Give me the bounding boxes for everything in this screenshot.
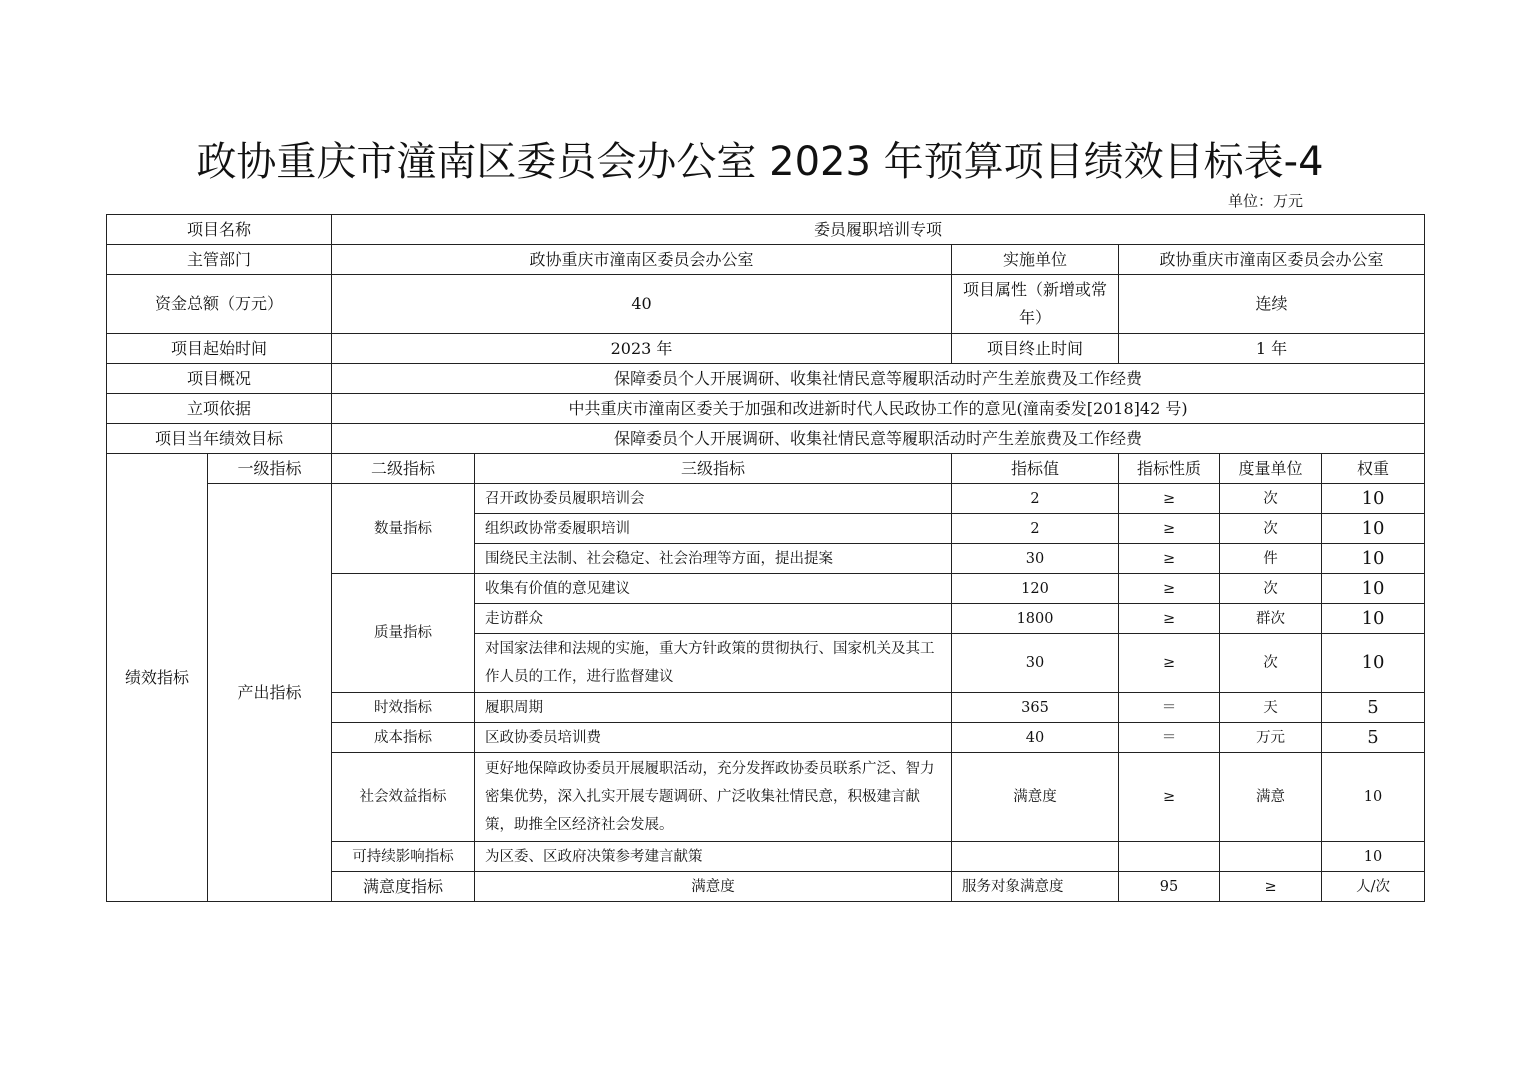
row-unit: 件 bbox=[1220, 544, 1322, 574]
row-value: 30 bbox=[952, 634, 1119, 693]
row-weight: 10 bbox=[1322, 574, 1425, 604]
period-row bbox=[107, 334, 1425, 364]
header-level3: 三级指标 bbox=[475, 454, 952, 484]
row-desc: 履职周期 bbox=[475, 693, 952, 723]
row-unit: 天 bbox=[1220, 693, 1322, 723]
end-label: 项目终止时间 bbox=[952, 334, 1119, 364]
project-name-value: 委员履职培训专项 bbox=[332, 215, 1425, 245]
impl-value: 政协重庆市潼南区委员会办公室 bbox=[1119, 245, 1425, 275]
basis-row bbox=[107, 394, 1425, 424]
fund-label: 资金总额（万元） bbox=[107, 275, 332, 334]
row-nature bbox=[1119, 842, 1220, 872]
row-nature: ≥ bbox=[1119, 753, 1220, 842]
attr-value: 连续 bbox=[1119, 275, 1425, 334]
row-weight: 10 bbox=[1322, 753, 1425, 842]
attr-label: 项目属性（新增或常年） bbox=[952, 275, 1119, 334]
dept-value: 政协重庆市潼南区委员会办公室 bbox=[332, 245, 952, 275]
basis-value: 中共重庆市潼南区委关于加强和改进新时代人民政协工作的意见(潼南委发[2018]42 号) bbox=[332, 394, 1425, 424]
row-unit: 次 bbox=[1220, 574, 1322, 604]
row-unit: 人/次 bbox=[1322, 872, 1425, 902]
row-value: 1800 bbox=[952, 604, 1119, 634]
row-nature: ≥ bbox=[1119, 574, 1220, 604]
row-unit bbox=[1220, 842, 1322, 872]
row-value: 95 bbox=[1119, 872, 1220, 902]
project-name-row bbox=[107, 215, 1425, 245]
row-desc: 区政协委员培训费 bbox=[475, 723, 952, 753]
row-value: 2 bbox=[952, 514, 1119, 544]
level2-quantity: 数量指标 bbox=[332, 484, 475, 574]
row-desc: 更好地保障政协委员开展履职活动，充分发挥政协委员联系广泛、智力密集优势，深入扎实开展专题调研、广泛收集社情民意，积极建言献策，助推全区经济社会发展。 bbox=[475, 753, 952, 842]
row-desc: 走访群众 bbox=[475, 604, 952, 634]
row-weight: 5 bbox=[1322, 723, 1425, 753]
row-desc: 对国家法律和法规的实施，重大方针政策的贯彻执行、国家机关及其工作人员的工作，进行监督建议 bbox=[475, 634, 952, 693]
overview-row bbox=[107, 364, 1425, 394]
header-unit: 度量单位 bbox=[1220, 454, 1322, 484]
overview-label: 项目概况 bbox=[107, 364, 332, 394]
row-weight: 10 bbox=[1322, 842, 1425, 872]
row-nature: ≥ bbox=[1220, 872, 1322, 902]
perf-header-row bbox=[107, 454, 1425, 484]
start-label: 项目起始时间 bbox=[107, 334, 332, 364]
row-unit: 次 bbox=[1220, 484, 1322, 514]
row-desc: 组织政协常委履职培训 bbox=[475, 514, 952, 544]
row-weight: 10 bbox=[1322, 634, 1425, 693]
performance-table bbox=[106, 214, 1425, 902]
header-level2: 二级指标 bbox=[332, 454, 475, 484]
header-level1: 一级指标 bbox=[208, 454, 332, 484]
level2-cost: 成本指标 bbox=[332, 723, 475, 753]
row-nature: ＝ bbox=[1119, 693, 1220, 723]
row-desc: 为区委、区政府决策参考建言献策 bbox=[475, 842, 952, 872]
row-unit: 万元 bbox=[1220, 723, 1322, 753]
row-desc: 服务对象满意度 bbox=[952, 872, 1119, 902]
level2-timeliness: 时效指标 bbox=[332, 693, 475, 723]
start-value: 2023 年 bbox=[332, 334, 952, 364]
row-weight: 5 bbox=[1322, 693, 1425, 723]
row-nature: ≥ bbox=[1119, 634, 1220, 693]
level2-social-benefit: 社会效益指标 bbox=[332, 753, 475, 842]
dept-row bbox=[107, 245, 1425, 275]
overview-value: 保障委员个人开展调研、收集社情民意等履职活动时产生差旅费及工作经费 bbox=[332, 364, 1425, 394]
row-nature: ＝ bbox=[1119, 723, 1220, 753]
goal-label: 项目当年绩效目标 bbox=[107, 424, 332, 454]
end-value: 1 年 bbox=[1119, 334, 1425, 364]
row-unit: 群次 bbox=[1220, 604, 1322, 634]
header-nature: 指标性质 bbox=[1119, 454, 1220, 484]
row-weight: 10 bbox=[1322, 544, 1425, 574]
row-value: 30 bbox=[952, 544, 1119, 574]
row-unit: 满意 bbox=[1220, 753, 1322, 842]
row-value: 365 bbox=[952, 693, 1119, 723]
level2-sustainable: 可持续影响指标 bbox=[332, 842, 475, 872]
table-row bbox=[107, 484, 1425, 514]
header-value: 指标值 bbox=[952, 454, 1119, 484]
goal-row bbox=[107, 424, 1425, 454]
row-unit: 次 bbox=[1220, 514, 1322, 544]
row-weight: 10 bbox=[1322, 514, 1425, 544]
level2-satisfaction: 满意度 bbox=[475, 872, 952, 902]
goal-value: 保障委员个人开展调研、收集社情民意等履职活动时产生差旅费及工作经费 bbox=[332, 424, 1425, 454]
row-value: 满意度 bbox=[952, 753, 1119, 842]
row-desc: 收集有价值的意见建议 bbox=[475, 574, 952, 604]
impl-label: 实施单位 bbox=[952, 245, 1119, 275]
project-name-label: 项目名称 bbox=[107, 215, 332, 245]
perf-section-label: 绩效指标 bbox=[107, 454, 208, 902]
level2-quality: 质量指标 bbox=[332, 574, 475, 693]
row-nature: ≥ bbox=[1119, 514, 1220, 544]
unit-label: 单位：万元 bbox=[1228, 192, 1304, 210]
row-unit: 次 bbox=[1220, 634, 1322, 693]
row-value: 2 bbox=[952, 484, 1119, 514]
row-weight: 10 bbox=[1322, 604, 1425, 634]
row-value: 40 bbox=[952, 723, 1119, 753]
dept-label: 主管部门 bbox=[107, 245, 332, 275]
level1-satisfaction: 满意度指标 bbox=[332, 872, 475, 902]
row-weight: 10 bbox=[1322, 484, 1425, 514]
level1-output: 产出指标 bbox=[208, 484, 332, 902]
row-value: 120 bbox=[952, 574, 1119, 604]
header-weight: 权重 bbox=[1322, 454, 1425, 484]
row-nature: ≥ bbox=[1119, 604, 1220, 634]
row-nature: ≥ bbox=[1119, 484, 1220, 514]
fund-value: 40 bbox=[332, 275, 952, 334]
row-desc: 召开政协委员履职培训会 bbox=[475, 484, 952, 514]
page-title: 政协重庆市潼南区委员会办公室 2023 年预算项目绩效目标表-4 bbox=[196, 139, 1324, 185]
fund-row bbox=[107, 275, 1425, 334]
row-value bbox=[952, 842, 1119, 872]
row-nature: ≥ bbox=[1119, 544, 1220, 574]
row-desc: 围绕民主法制、社会稳定、社会治理等方面，提出提案 bbox=[475, 544, 952, 574]
basis-label: 立项依据 bbox=[107, 394, 332, 424]
